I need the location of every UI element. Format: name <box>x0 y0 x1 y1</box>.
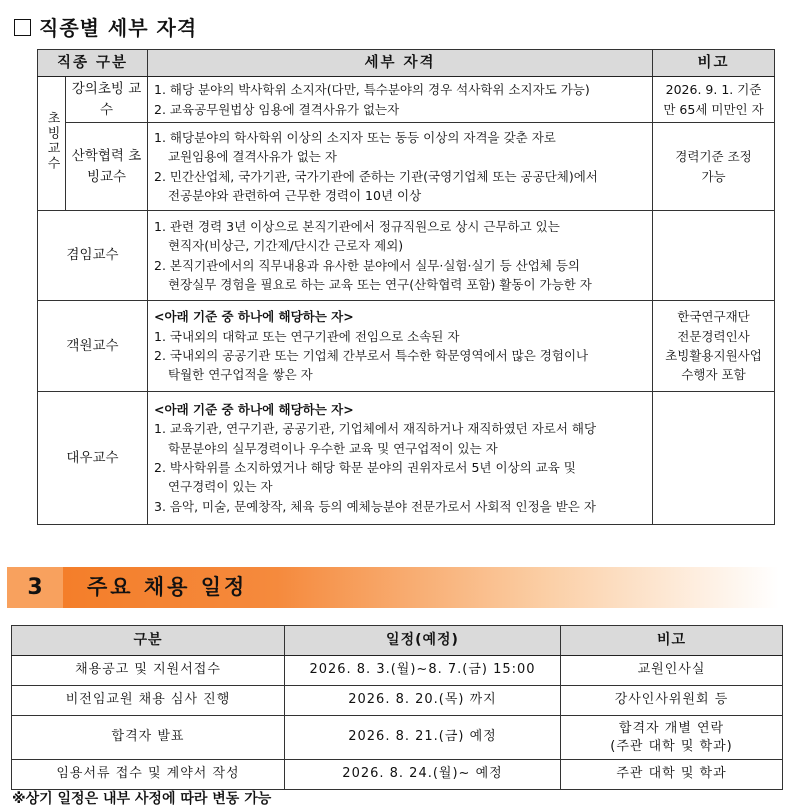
section-number: 3 <box>7 567 63 608</box>
position-label: 겸임교수 <box>66 247 119 264</box>
group-label-cell <box>38 77 66 211</box>
section-1-title <box>14 12 197 41</box>
position-label: 강의초빙 교수 <box>71 80 142 118</box>
qualification-line: 학문분야의 실무경력이나 우수한 교육 및 연구업적이 있는 자 <box>168 440 498 456</box>
position-label: 산학협력 초빙교수 <box>71 147 142 185</box>
qualification-line: 연구경력이 있는 자 <box>168 479 273 495</box>
qualification-table <box>37 49 775 525</box>
note-line: 강사인사위원회 등 <box>614 692 729 708</box>
position-cell <box>38 392 148 525</box>
qualification-line: 1. 국내외의 대학교 또는 연구기관에 전임으로 소속된 자 <box>154 328 460 344</box>
position-label: 대우교수 <box>66 449 119 466</box>
schedule-note <box>561 760 783 790</box>
qualification-line: 2. 민간산업체, 국가기관, 국가기관에 준하는 기관(국영기업체 또는 공공단체)에서 <box>154 168 598 184</box>
schedule-item: 비전임교원 채용 심사 진행 <box>12 686 285 716</box>
table-row <box>38 123 775 211</box>
table-row <box>12 656 783 686</box>
note-cell <box>653 211 775 301</box>
position-label: 객원교수 <box>66 337 119 354</box>
note-cell <box>653 77 775 123</box>
table-row <box>38 77 775 123</box>
position-cell <box>66 77 148 123</box>
qualification-line: 2. 교육공무원법상 임용에 결격사유가 없는자 <box>154 101 400 117</box>
qualification-line: 현장실무 경험을 필요로 하는 교육 또는 연구(산학협력 포함) 활동이 가능한 자 <box>168 276 592 292</box>
qualification-cell <box>148 77 653 123</box>
schedule-date: 2026. 8. 20.(목) 까지 <box>285 686 561 716</box>
qualification-cell <box>148 301 653 392</box>
position-cell <box>38 211 148 301</box>
note-line: 전문경력인사 <box>677 328 750 344</box>
table-row <box>12 686 783 716</box>
schedule-item: 합격자 발표 <box>12 716 285 760</box>
qualification-table-header <box>38 50 775 77</box>
qualification-line: 탁월한 연구업적을 쌓은 자 <box>168 367 313 383</box>
section-3-banner <box>7 567 779 608</box>
note-line: 만 65세 미만인 자 <box>663 101 764 117</box>
table-row <box>38 392 775 525</box>
note-line: 초빙활용지원사업 <box>665 348 762 363</box>
header-note: 비고 <box>561 626 783 656</box>
note-line: 수행자 포함 <box>681 367 746 383</box>
schedule-footnote: ※상기 일정은 내부 사정에 따라 변동 가능 <box>12 791 272 807</box>
header-date: 일정(예정) <box>285 626 561 656</box>
qualification-line: 현직자(비상근, 기간제/단시간 근로자 제외) <box>168 238 404 254</box>
header-note: 비고 <box>653 50 775 77</box>
section-3-title: 주요 채용 일정 <box>87 575 248 599</box>
schedule-date: 2026. 8. 24.(월)~ 예정 <box>285 760 561 790</box>
note-line: 2026. 9. 1. 기준 <box>665 82 762 98</box>
qualification-line: 1. 관련 경력 3년 이상으로 본직기관에서 정규직원으로 상시 근무하고 있는 <box>154 218 560 234</box>
note-cell <box>653 301 775 392</box>
note-cell <box>653 392 775 525</box>
qualification-heading: <아래 기준 중 하나에 해당하는 자> <box>154 309 354 325</box>
group-label: 초빙교수 <box>44 110 60 171</box>
note-cell <box>653 123 775 211</box>
schedule-table <box>11 625 783 790</box>
position-cell <box>66 123 148 211</box>
note-line: 주관 대학 및 학과 <box>616 766 727 782</box>
section-1-title-text: 직종별 세부 자격 <box>39 16 198 40</box>
schedule-note <box>561 686 783 716</box>
schedule-table-header <box>12 626 783 656</box>
qualification-cell <box>148 392 653 525</box>
checkbox-square-icon <box>14 19 31 36</box>
position-cell <box>38 301 148 392</box>
table-row <box>38 211 775 301</box>
table-row <box>12 760 783 790</box>
header-qualification: 세부 자격 <box>148 50 653 77</box>
qualification-cell <box>148 211 653 301</box>
schedule-item: 임용서류 접수 및 계약서 작성 <box>12 760 285 790</box>
header-item: 구분 <box>12 626 285 656</box>
qualification-line: 2. 본직기관에서의 직무내용과 유사한 분야에서 실무·실험·실기 등 산업체 등의 <box>154 257 581 273</box>
qualification-line: 1. 해당분야의 학사학위 이상의 소지자 또는 동등 이상의 자격을 갖춘 자로 <box>154 129 556 145</box>
qualification-line: 3. 음악, 미술, 문예창작, 체육 등의 예체능분야 전문가로서 사회적 인정을 받은 자 <box>154 498 596 514</box>
note-line: 경력기준 조정 <box>675 149 752 165</box>
schedule-note <box>561 716 783 760</box>
qualification-heading: <아래 기준 중 하나에 해당하는 자> <box>154 401 354 417</box>
note-line: (주관 대학 및 학과) <box>610 738 733 754</box>
note-line: 한국연구재단 <box>677 309 750 325</box>
qualification-line: 1. 해당 분야의 박사학위 소지자(다만, 특수분야의 경우 석사학위 소지자도 가능) <box>154 82 590 98</box>
schedule-date: 2026. 8. 21.(금) 예정 <box>285 716 561 760</box>
schedule-item: 채용공고 및 지원서접수 <box>12 656 285 686</box>
qualification-line: 교원임용에 결격사유가 없는 자 <box>168 149 337 165</box>
qualification-cell <box>148 123 653 211</box>
qualification-line: 2. 국내외의 공공기관 또는 기업체 간부로서 특수한 학문영역에서 많은 경험이나 <box>154 348 589 363</box>
schedule-note <box>561 656 783 686</box>
note-line: 가능 <box>701 168 726 184</box>
table-row <box>12 716 783 760</box>
qualification-line: 전공분야와 관련하여 근무한 경력이 10년 이상 <box>168 187 422 203</box>
qualification-line: 2. 박사학위를 소지하였거나 해당 학문 분야의 권위자로서 5년 이상의 교육 및 <box>154 460 576 475</box>
header-position: 직종 구분 <box>38 50 148 77</box>
note-line: 합격자 개별 연락 <box>618 720 725 736</box>
schedule-date: 2026. 8. 3.(월)~8. 7.(금) 15:00 <box>285 656 561 686</box>
qualification-line: 1. 교육기관, 연구기관, 공공기관, 기업체에서 재직하거나 재직하였던 자로서 해당 <box>154 421 597 437</box>
note-line: 교원인사실 <box>637 662 706 678</box>
table-row <box>38 301 775 392</box>
